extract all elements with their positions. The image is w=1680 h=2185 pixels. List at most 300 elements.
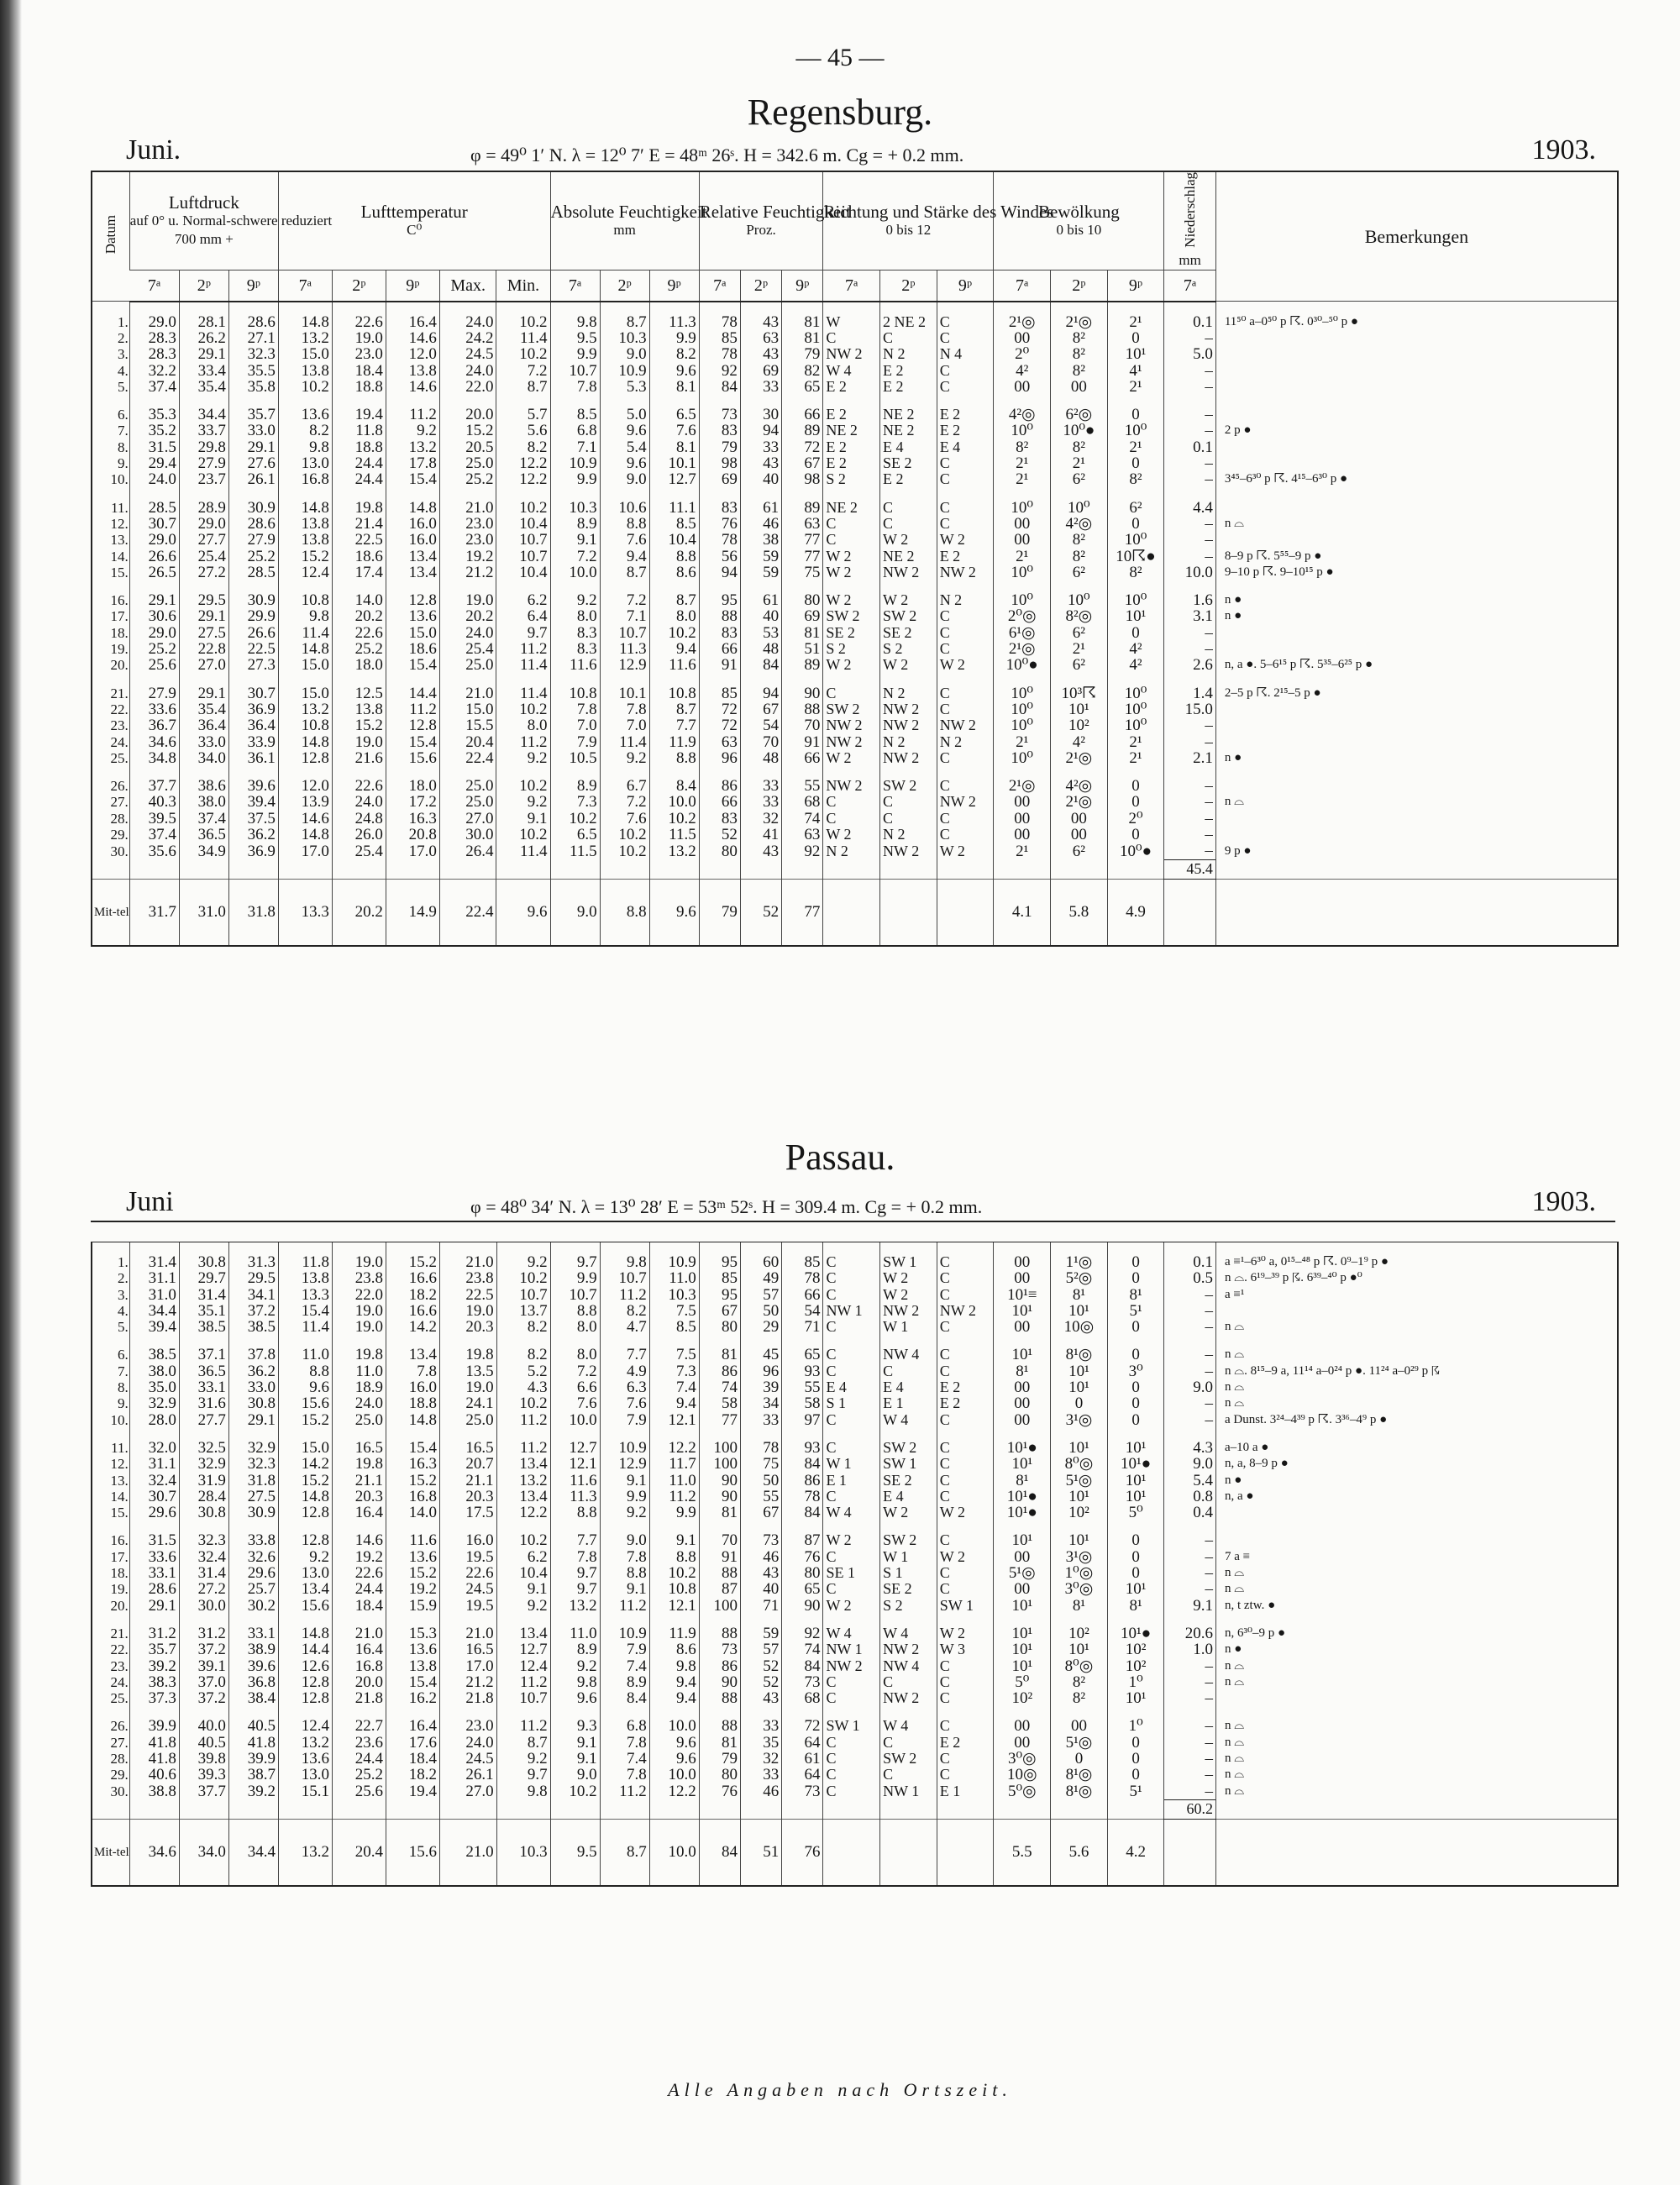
subheader-t7: [129, 270, 179, 302]
cell-tmin: 12.4: [496, 1658, 550, 1674]
cell-t2: 19.2: [332, 1549, 386, 1565]
cell-r2: 46: [741, 1549, 782, 1565]
cell-t7: 13.9: [278, 794, 332, 810]
cell-r9: 89: [782, 500, 823, 516]
cell-w9: NW 2: [937, 565, 994, 580]
subheader-t9: [228, 270, 278, 302]
cell-t7: 14.6: [278, 811, 332, 827]
cell-p9: 33.1: [228, 1626, 278, 1641]
cell-tmax: 19.0: [439, 1303, 496, 1319]
cell-w7: W 2: [823, 1532, 880, 1548]
cell-p2: 38.6: [179, 778, 228, 794]
cell-t2: 25.6: [332, 1783, 386, 1800]
cell-p9: 28.6: [228, 516, 278, 532]
cell-remarks: n ⌓: [1215, 1395, 1617, 1411]
cell-r2: 52: [741, 1674, 782, 1690]
cell-remarks: [1215, 641, 1617, 657]
cell-w7: N 2: [823, 843, 880, 859]
cell-p7: 39.5: [129, 811, 179, 827]
cell-w7: C: [823, 1254, 880, 1270]
cell-w2: 2 NE 2: [880, 314, 937, 330]
cell-remarks: n ●: [1215, 750, 1617, 766]
cell-w7: C: [823, 1767, 880, 1783]
cell-c7: 00: [994, 811, 1051, 827]
cell-t9: 18.2: [386, 1767, 439, 1783]
subheader-min: [496, 270, 550, 302]
cell-remarks: n ⌓: [1215, 794, 1617, 810]
cell-r7: 96: [699, 750, 740, 766]
cell-t7: 13.8: [278, 516, 332, 532]
cell-a2: 7.8: [600, 1767, 649, 1783]
cell-r2: 38: [740, 532, 781, 548]
cell-tmin: 9.2: [496, 1254, 550, 1270]
cell-a2: 7.0: [600, 717, 649, 733]
cell-w9: W 2: [937, 1549, 994, 1565]
cell-a9: 7.7: [649, 717, 699, 733]
cell-remarks: [1215, 532, 1617, 548]
cell-tmax: 20.7: [439, 1456, 496, 1472]
cell-a9: 11.6: [649, 657, 699, 673]
cell-p7: 32.2: [129, 363, 179, 379]
cell-r7: 84: [699, 1819, 740, 1885]
cell-p2: 31.4: [179, 1565, 228, 1581]
cell-r9: 72: [782, 439, 823, 455]
table-row: [92, 1658, 1617, 1674]
cell-p2: 26.2: [179, 330, 228, 346]
cell-day: Mit-tel: [92, 879, 129, 945]
cell-t9: 11.2: [386, 701, 439, 717]
cell-p7: 35.0: [129, 1379, 179, 1395]
cell-p2: 32.5: [179, 1440, 228, 1456]
precipitation-total: 45.4: [1164, 859, 1216, 879]
cell-a9: 12.1: [649, 1412, 699, 1428]
cell-remarks: 2 p ●: [1215, 423, 1617, 439]
cell-a2: 10.2: [600, 843, 649, 859]
cell-nieder: –: [1164, 1347, 1216, 1363]
table-row: [92, 500, 1617, 516]
cell-p9: 38.7: [228, 1767, 278, 1783]
cell-r2: 59: [741, 1626, 782, 1641]
cell-w7: NW 2: [823, 1658, 880, 1674]
cell-a7: 10.2: [550, 1783, 600, 1800]
cell-p7: 33.6: [129, 1549, 179, 1565]
cell-c9: 10¹: [1107, 346, 1164, 362]
cell-c2: 6²: [1051, 471, 1108, 487]
cell-t7: 12.4: [278, 1718, 332, 1734]
cell-c9: 8²: [1107, 471, 1164, 487]
cell-w9: C: [937, 314, 994, 330]
cell-c9: 1⁰: [1107, 1718, 1164, 1734]
cell-nieder: –: [1164, 407, 1216, 423]
cell-t9: 15.4: [386, 1674, 439, 1690]
cell-t9: 13.4: [386, 565, 439, 580]
cell-c9: 0: [1107, 516, 1164, 532]
cell-t9: 16.2: [386, 1690, 439, 1706]
cell-p7: 31.5: [129, 1532, 179, 1548]
cell-remarks: n ⌓: [1215, 1347, 1617, 1363]
cell-nieder: –: [1164, 1319, 1216, 1335]
table-row: [92, 778, 1617, 794]
cell-t9: 15.4: [386, 657, 439, 673]
cell-t9: 18.2: [386, 1287, 439, 1303]
cell-a7: 9.5: [550, 1819, 600, 1885]
subheader-t7: [278, 270, 332, 302]
cell-c7: 00: [994, 827, 1051, 843]
cell-r9: 76: [782, 1549, 823, 1565]
cell-r7: 88: [699, 1626, 740, 1641]
cell-w7: W 2: [823, 750, 880, 766]
cell-p2: 27.5: [179, 625, 228, 641]
cell-p2: 31.0: [179, 879, 228, 945]
cell-p7: 38.5: [129, 1347, 179, 1363]
col-rel-feuchte-sub: Proz.: [746, 221, 776, 238]
cell-w7: S 2: [823, 641, 880, 657]
cell-tmin: 10.2: [496, 314, 550, 330]
cell-day: 23.: [110, 1657, 129, 1674]
cell-w2: C: [880, 330, 937, 346]
table-row: [92, 1735, 1617, 1751]
cell-a9: 11.5: [649, 827, 699, 843]
cell-p2: 34.4: [179, 407, 228, 423]
cell-a9: 10.4: [649, 532, 699, 548]
cell-c9: 2¹: [1107, 750, 1164, 766]
cell-r9: 87: [782, 1532, 823, 1548]
cell-p9: 36.8: [228, 1674, 278, 1690]
cell-w9: C: [937, 625, 994, 641]
cell-a7: 12.7: [550, 1440, 600, 1456]
cell-t7: 13.0: [278, 1565, 332, 1581]
cell-remarks: n ⌓: [1215, 1658, 1617, 1674]
cell-tmin: 11.2: [496, 1674, 550, 1690]
cell-c2: 4²◎: [1051, 516, 1108, 532]
cell-r7: 79: [699, 1751, 740, 1767]
cell-c9: 0: [1107, 1767, 1164, 1783]
cell-w7: C: [823, 1783, 880, 1800]
cell-a9: 9.6: [649, 1751, 699, 1767]
cell-remarks: [1215, 734, 1617, 750]
table-row: [92, 794, 1617, 810]
cell-r7: 83: [699, 500, 740, 516]
col-luftdruck: [129, 172, 333, 270]
cell-remarks: 11⁵⁰ a–0⁵⁰ p ☈. 0³⁰–⁵⁰ p ●: [1215, 314, 1617, 330]
cell-c9: 5¹: [1107, 1303, 1164, 1319]
cell-t9: 14.6: [386, 379, 439, 395]
cell-a9: 10.0: [649, 1819, 699, 1885]
cell-w7: C: [823, 1270, 880, 1286]
cell-a9: 8.1: [649, 379, 699, 395]
cell-w2: NW 2: [880, 701, 937, 717]
cell-t7: 12.8: [278, 1690, 332, 1706]
cell-w7: C: [823, 1287, 880, 1303]
cell-p7: 32.0: [129, 1440, 179, 1456]
year-label: 1903.: [1531, 134, 1596, 165]
col-abs-feuchte: [550, 172, 707, 270]
cell-remarks: 8–9 p ☈. 5⁵⁵–9 p ●: [1215, 549, 1617, 565]
cell-c7: 10⁰: [994, 750, 1051, 766]
cell-t7: 12.6: [278, 1658, 332, 1674]
cell-c2: 10⁰●: [1051, 423, 1108, 439]
cell-nieder: 9.1: [1164, 1598, 1216, 1614]
cell-t2: 16.4: [332, 1505, 386, 1521]
cell-a9: 10.0: [649, 1718, 699, 1734]
cell-r7: 88: [699, 1718, 740, 1734]
cell-t9: 16.6: [386, 1303, 439, 1319]
cell-nieder: –: [1164, 1674, 1216, 1690]
cell-a2: 10.1: [600, 685, 649, 701]
cell-a2: 7.7: [600, 1347, 649, 1363]
cell-tmin: 11.2: [496, 1718, 550, 1734]
cell-w7: C: [823, 330, 880, 346]
cell-t7: 13.0: [278, 455, 332, 471]
cell-t2: 24.0: [332, 794, 386, 810]
cell-tmax: 22.4: [439, 879, 496, 945]
station-header-regensburg: [118, 134, 1596, 175]
cell-a7: 11.3: [550, 1489, 600, 1505]
cell-c9: 1⁰: [1107, 1674, 1164, 1690]
cell-c9: 8¹: [1107, 1598, 1164, 1614]
col-abs-feuchte-sub: mm: [613, 221, 636, 238]
cell-remarks: n ●: [1215, 592, 1617, 608]
cell-p2: 30.0: [179, 1598, 228, 1614]
row-gap: [92, 766, 1617, 778]
cell-tmin: 10.4: [496, 516, 550, 532]
cell-remarks: [1215, 500, 1617, 516]
cell-t7: 9.8: [278, 439, 332, 455]
cell-a7: 10.8: [550, 685, 600, 701]
cell-a2: 9.2: [600, 750, 649, 766]
cell-t2: 13.8: [332, 701, 386, 717]
cell-tmax: 20.3: [439, 1489, 496, 1505]
cell-r9: 73: [782, 1674, 823, 1690]
cell-a7: 9.1: [550, 1735, 600, 1751]
cell-a9: 7.5: [649, 1347, 699, 1363]
cell-r2: 59: [740, 549, 781, 565]
cell-p7: 35.6: [129, 843, 179, 859]
cell-a9: 11.9: [649, 1626, 699, 1641]
cell-c9: 0: [1107, 778, 1164, 794]
cell-a9: 11.9: [649, 734, 699, 750]
cell-tmin: 5.7: [496, 407, 550, 423]
cell-c7: 2⁰: [994, 346, 1051, 362]
cell-c9: 8¹: [1107, 1287, 1164, 1303]
cell-nieder: –: [1164, 1363, 1216, 1379]
cell-w2: N 2: [880, 346, 937, 362]
cell-w9: E 2: [937, 1379, 994, 1395]
subheader-t7-text: 7ᵃ: [1183, 276, 1197, 295]
cell-t7: 13.2: [278, 701, 332, 717]
cell-c9: 0: [1107, 1270, 1164, 1286]
cell-tmin: 13.4: [496, 1489, 550, 1505]
cell-tmin: 10.7: [496, 549, 550, 565]
cell-w9: C: [937, 330, 994, 346]
cell-r2: 75: [741, 1456, 782, 1472]
cell-t2: 18.6: [332, 549, 386, 565]
cell-remarks: [1215, 701, 1617, 717]
table-row: [92, 1287, 1617, 1303]
cell-c9: 0: [1107, 1412, 1164, 1428]
cell-p9: 27.3: [228, 657, 278, 673]
cell-t9: 13.4: [386, 549, 439, 565]
cell-w9: N 4: [937, 346, 994, 362]
cell-t2: 20.4: [332, 1819, 386, 1885]
cell-nieder: 10.0: [1164, 565, 1216, 580]
cell-t9: 11.6: [386, 1532, 439, 1548]
cell-tmin: 11.4: [496, 843, 550, 859]
cell-remarks: [1215, 1819, 1617, 1885]
cell-c7: 00: [994, 379, 1051, 395]
row-gap: [92, 302, 1617, 314]
cell-nieder: –: [1164, 734, 1216, 750]
cell-day: 17.: [110, 1548, 129, 1565]
col-luftdruck-sub: auf 0° u. Normal-schwere reduziert: [129, 212, 333, 228]
cell-a2: 7.4: [600, 1751, 649, 1767]
cell-w2: C: [880, 500, 937, 516]
cell-a9: 7.6: [649, 423, 699, 439]
cell-r2: 43: [741, 1565, 782, 1581]
cell-w2: NW 4: [880, 1347, 937, 1363]
cell-c7: 10◎: [994, 1767, 1051, 1783]
cell-p2: 40.5: [179, 1735, 228, 1751]
cell-p2: 36.4: [179, 717, 228, 733]
cell-p2: 29.7: [179, 1270, 228, 1286]
cell-a2: 10.6: [600, 500, 649, 516]
cell-w2: C: [880, 1735, 937, 1751]
cell-c7: 00: [994, 532, 1051, 548]
cell-p2: 31.9: [179, 1473, 228, 1489]
cell-tmin: 9.7: [496, 1767, 550, 1783]
cell-c2: 2¹◎: [1051, 314, 1108, 330]
cell-w9: W 2: [937, 532, 994, 548]
cell-nieder: 1.4: [1164, 685, 1216, 701]
cell-t2: 23.0: [332, 346, 386, 362]
cell-c2: 8²: [1051, 1690, 1108, 1706]
cell-nieder: 2.1: [1164, 750, 1216, 766]
cell-a7: 9.5: [550, 330, 600, 346]
cell-a7: 8.5: [550, 407, 600, 423]
cell-p7: 38.8: [129, 1783, 179, 1800]
cell-p7: 38.0: [129, 1363, 179, 1379]
cell-nieder: –: [1164, 625, 1216, 641]
cell-tmax: 21.0: [439, 1626, 496, 1641]
cell-c9: 2¹: [1107, 314, 1164, 330]
cell-t2: 22.6: [332, 1565, 386, 1581]
row-gap: [92, 395, 1617, 407]
cell-a9: 12.7: [649, 471, 699, 487]
cell-c9: 4.2: [1107, 1819, 1164, 1885]
cell-w2: W 2: [880, 657, 937, 673]
cell-remarks: 2–5 p ☈. 2¹⁵–5 p ●: [1215, 685, 1617, 701]
cell-day: 8.: [118, 1379, 129, 1396]
cell-r9: 65: [782, 379, 823, 395]
cell-p7: 31.4: [129, 1254, 179, 1270]
cell-nieder: –: [1164, 516, 1216, 532]
cell-c9: 0: [1107, 1379, 1164, 1395]
table-row: [92, 1626, 1617, 1641]
cell-p7: 34.6: [129, 1819, 179, 1885]
subheader-t9: [1107, 270, 1164, 302]
cell-nieder: –: [1164, 794, 1216, 810]
cell-tmin: 8.2: [496, 1319, 550, 1335]
cell-p7: 29.0: [129, 625, 179, 641]
cell-remarks: [1215, 407, 1617, 423]
cell-tmax: 25.0: [439, 794, 496, 810]
cell-a2: 4.9: [600, 1363, 649, 1379]
subheader-t2: [740, 270, 781, 302]
cell-tmin: 12.2: [496, 455, 550, 471]
cell-w7: SW 2: [823, 701, 880, 717]
cell-day: 25.: [110, 1690, 129, 1707]
cell-c9: 0: [1107, 1735, 1164, 1751]
cell-r9: 90: [782, 685, 823, 701]
cell-day: 10.: [110, 471, 129, 488]
cell-c7: 8¹: [994, 1363, 1051, 1379]
col-wind-text: Richtung und Stärke des Windes: [823, 201, 1054, 222]
cell-a9: 8.6: [649, 1641, 699, 1657]
cell-remarks: [1215, 379, 1617, 395]
cell-nieder: 0.1: [1164, 439, 1216, 455]
cell-nieder: –: [1164, 1549, 1216, 1565]
cell-w9: C: [937, 1751, 994, 1767]
cell-r7: 87: [699, 1581, 740, 1597]
cell-tmax: 15.5: [439, 717, 496, 733]
cell-day: 4.: [118, 362, 129, 379]
table-row: [92, 1565, 1617, 1581]
cell-c7: 10⁰: [994, 565, 1051, 580]
cell-p2: 31.6: [179, 1395, 228, 1411]
cell-t7: 12.8: [278, 1532, 332, 1548]
cell-r9: 84: [782, 1658, 823, 1674]
row-gap: [92, 488, 1617, 500]
cell-w7: W 4: [823, 1626, 880, 1641]
table-row: [92, 701, 1617, 717]
month-label: Juni.: [126, 134, 181, 165]
cell-w2: SE 2: [880, 1581, 937, 1597]
subheader-t7-text: 7ᵃ: [298, 276, 312, 295]
cell-w2: SW 2: [880, 1440, 937, 1456]
cell-tmax: 16.5: [439, 1641, 496, 1657]
cell-a2: 9.6: [600, 423, 649, 439]
cell-p2: 28.9: [179, 500, 228, 516]
cell-r2: 53: [740, 625, 781, 641]
cell-t9: 11.2: [386, 407, 439, 423]
cell-p9: 33.9: [228, 734, 278, 750]
cell-tmax: 22.4: [439, 750, 496, 766]
cell-r7: 100: [699, 1456, 740, 1472]
cell-w9: C: [937, 1690, 994, 1706]
cell-tmax: 16.5: [439, 1440, 496, 1456]
cell-r7: 63: [699, 734, 740, 750]
cell-t2: 19.0: [332, 1303, 386, 1319]
cell-a2: 5.3: [600, 379, 649, 395]
cell-day: 7.: [118, 1363, 129, 1379]
cell-r9: 89: [782, 423, 823, 439]
cell-r2: 39: [741, 1379, 782, 1395]
cell-w7: E 2: [823, 439, 880, 455]
cell-day: 22.: [110, 701, 129, 717]
cell-p2: 39.8: [179, 1751, 228, 1767]
cell-p7: 37.4: [129, 379, 179, 395]
cell-r9: 67: [782, 455, 823, 471]
cell-c9: 10²: [1107, 1641, 1164, 1657]
cell-t2: 14.6: [332, 1532, 386, 1548]
table-row: [92, 330, 1617, 346]
cell-c7: 4²◎: [994, 407, 1051, 423]
cell-tmax: 21.1: [439, 1473, 496, 1489]
cell-remarks: a ≡¹: [1215, 1287, 1617, 1303]
cell-t9: 16.0: [386, 532, 439, 548]
cell-r9: 78: [782, 1270, 823, 1286]
cell-r9: 66: [782, 1287, 823, 1303]
